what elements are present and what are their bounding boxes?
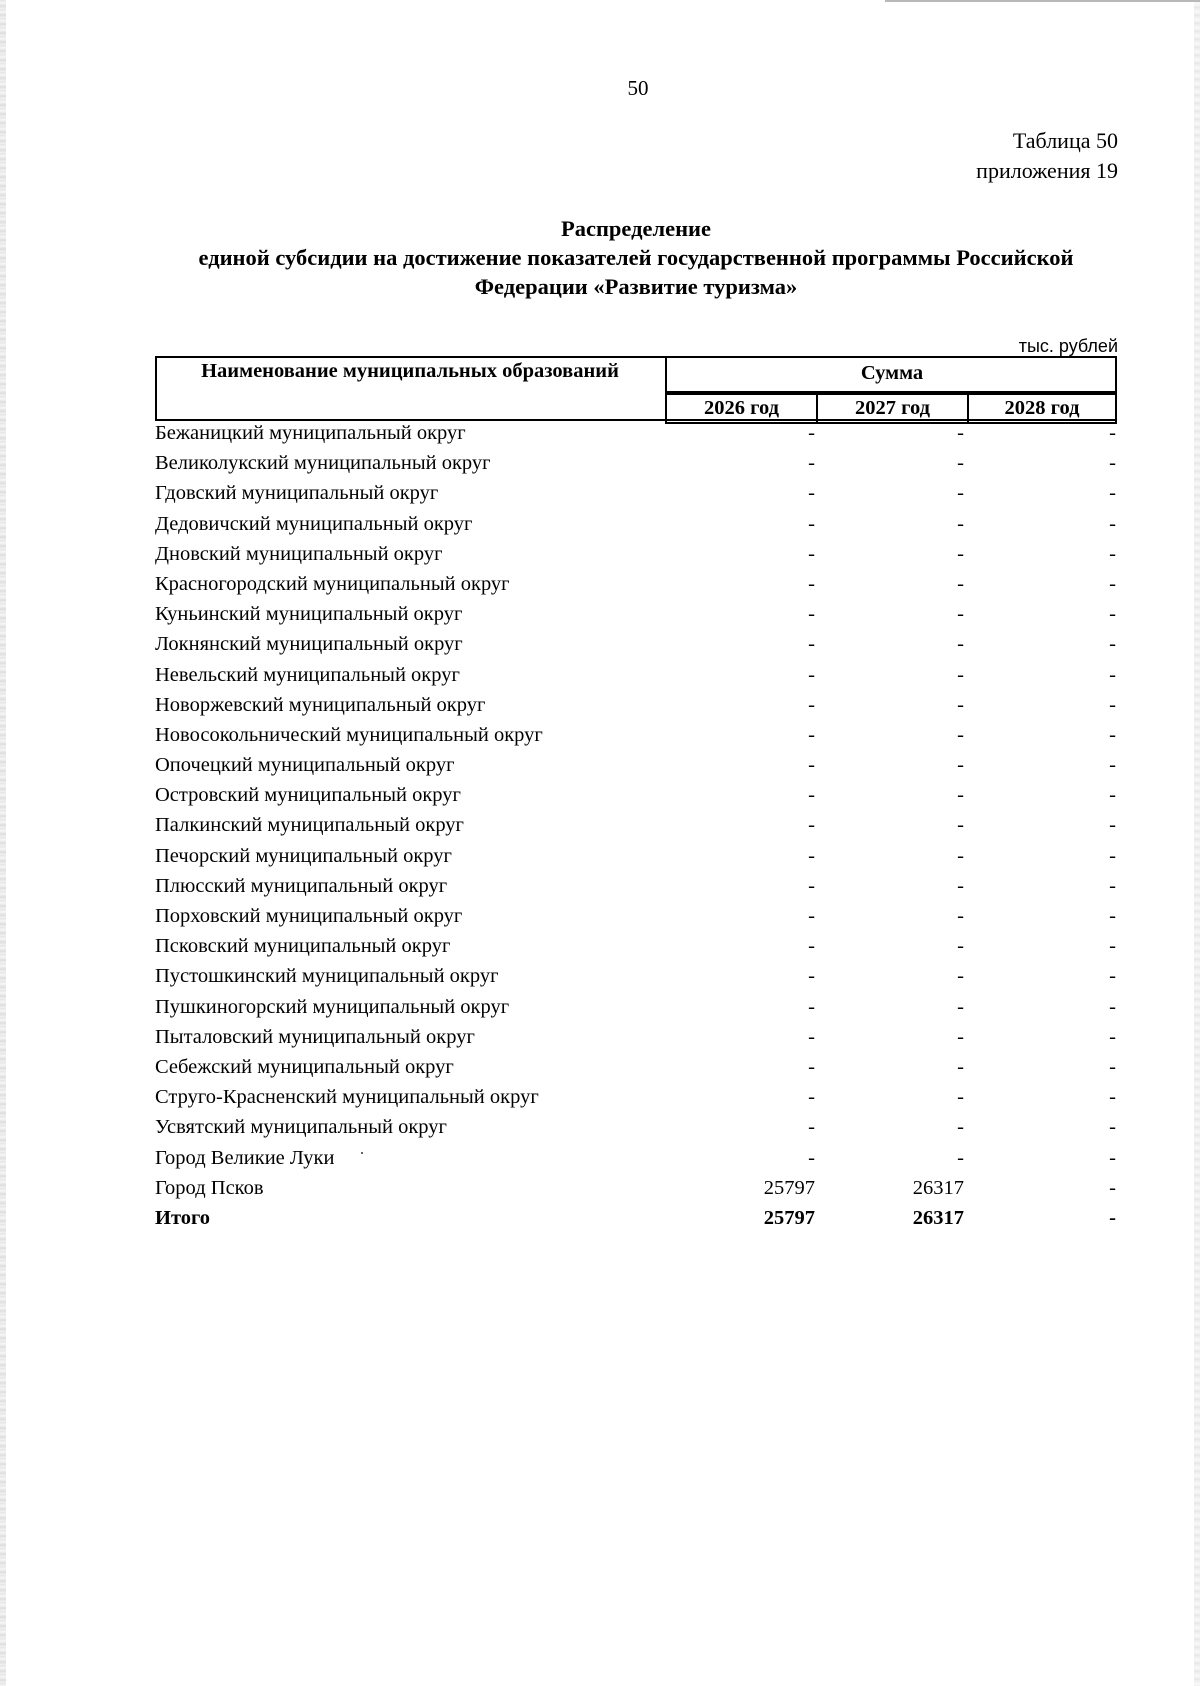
header-year-2026: 2026 год	[665, 393, 818, 424]
table-row	[0, 843, 1200, 873]
table-total-row	[0, 1205, 1200, 1235]
value-2026: -	[808, 905, 815, 927]
value-2026: -	[808, 452, 815, 475]
municipality-name: Новосокольнический муниципальный округ	[155, 723, 543, 746]
table-row	[0, 420, 1200, 450]
table-row	[0, 963, 1200, 993]
value-2027: -	[957, 603, 964, 626]
title-line2: единой субсидии на достижение показателей государственной программы Российской	[198, 245, 1074, 270]
value-2028: -	[1109, 1116, 1116, 1139]
table-row	[0, 1145, 1200, 1175]
table-row	[0, 601, 1200, 631]
value-2026: -	[808, 995, 815, 1018]
municipality-name: Опочецкий муниципальный округ	[155, 754, 455, 777]
value-2026: -	[808, 965, 815, 988]
value-2026: -	[808, 1055, 815, 1078]
total-label: Итого	[155, 1206, 211, 1229]
value-2028: -	[1109, 1176, 1116, 1199]
table-row	[0, 1024, 1200, 1054]
municipality-name: Плюсский муниципальный округ	[155, 874, 448, 897]
municipality-name: Островский муниципальный округ	[155, 784, 461, 807]
value-2028: -	[1109, 693, 1116, 716]
scan-speck	[361, 1152, 363, 1154]
table-row	[0, 1054, 1200, 1084]
table-row	[0, 480, 1200, 510]
value-2026: -	[808, 422, 815, 444]
municipality-name: Дедовичский муниципальный округ	[155, 512, 473, 535]
value-2028: -	[1109, 995, 1116, 1018]
table-row	[0, 933, 1200, 963]
table-reference-line2: приложения 19	[976, 158, 1118, 183]
value-2026: -	[808, 1116, 815, 1139]
value-2027: -	[957, 452, 964, 475]
value-2027: -	[957, 663, 964, 686]
value-2028: -	[1109, 784, 1116, 807]
value-2027: -	[957, 1025, 964, 1048]
header-municipality-name: Наименование муниципальных образований	[201, 360, 619, 382]
value-2028: -	[1109, 542, 1116, 565]
value-2028: -	[1109, 844, 1116, 867]
municipality-name: Город Псков	[155, 1176, 264, 1199]
value-2028: -	[1109, 422, 1116, 444]
value-2026: -	[808, 482, 815, 505]
value-2028: -	[1109, 814, 1116, 837]
value-2026: -	[808, 754, 815, 777]
value-2028: -	[1109, 1146, 1116, 1169]
municipality-name: Красногородский муниципальный округ	[155, 572, 510, 595]
value-2026: -	[808, 1025, 815, 1048]
value-2028: -	[1109, 905, 1116, 927]
municipality-name: Великолукский муниципальный округ	[155, 452, 491, 475]
units-label: тыс. рублей	[1018, 336, 1118, 356]
value-2028: -	[1109, 572, 1116, 595]
value-2028: -	[1109, 1055, 1116, 1078]
value-2027: -	[957, 844, 964, 867]
title-line1: Распределение	[560, 216, 712, 241]
value-2026: -	[808, 784, 815, 807]
table-row	[0, 752, 1200, 782]
table-row	[0, 1114, 1200, 1144]
municipality-name: Порховский муниципальный округ	[155, 905, 463, 927]
municipality-name: Пушкиногорский муниципальный округ	[155, 995, 510, 1018]
value-2028: -	[1109, 1025, 1116, 1048]
table-row	[0, 571, 1200, 601]
value-2027: 26317	[912, 1176, 964, 1199]
value-2026: -	[808, 1146, 815, 1169]
table-row	[0, 511, 1200, 541]
table-row	[0, 450, 1200, 480]
value-2028: -	[1109, 512, 1116, 535]
value-2028: -	[1109, 1206, 1116, 1229]
value-2027: -	[957, 723, 964, 746]
value-2027: -	[957, 482, 964, 505]
value-2027: -	[957, 1086, 964, 1109]
value-2026: -	[808, 633, 815, 656]
table-row	[0, 692, 1200, 722]
municipality-name: Усвятский муниципальный округ	[155, 1116, 447, 1139]
municipality-name: Струго-Красненский муниципальный округ	[155, 1086, 539, 1109]
value-2027: -	[957, 1146, 964, 1169]
table-row	[0, 812, 1200, 842]
value-2028: -	[1109, 1086, 1116, 1109]
value-2028: -	[1109, 482, 1116, 505]
municipality-name: Гдовский муниципальный округ	[155, 482, 439, 505]
table-row	[0, 1175, 1200, 1205]
value-2026: -	[808, 1086, 815, 1109]
value-2027: -	[957, 995, 964, 1018]
value-2028: -	[1109, 935, 1116, 958]
title-line3: Федерации «Развитие туризма»	[474, 274, 798, 299]
municipality-name: Город Великие Луки	[155, 1146, 335, 1169]
value-2027: -	[957, 422, 964, 444]
table-row	[0, 994, 1200, 1024]
value-2027: -	[957, 814, 964, 837]
value-2027: -	[957, 1116, 964, 1139]
value-2028: -	[1109, 633, 1116, 656]
value-2027: -	[957, 754, 964, 777]
value-2028: -	[1109, 965, 1116, 988]
value-2028: -	[1109, 723, 1116, 746]
municipality-name: Себежский муниципальный округ	[155, 1055, 454, 1078]
value-2026: -	[808, 723, 815, 746]
municipality-name: Локнянский муниципальный округ	[155, 633, 463, 656]
table-row	[0, 722, 1200, 752]
value-2026: -	[808, 844, 815, 867]
value-2027: -	[957, 512, 964, 535]
value-2027: -	[957, 693, 964, 716]
table-row	[0, 873, 1200, 903]
page-number: 50	[627, 76, 649, 100]
table-row	[0, 631, 1200, 661]
municipality-name: Дновский муниципальный округ	[155, 542, 443, 565]
municipality-name: Куньинский муниципальный округ	[155, 603, 463, 626]
municipality-name: Пыталовский муниципальный округ	[155, 1025, 475, 1048]
header-sum: Сумма	[860, 362, 924, 384]
scan-top-line	[885, 0, 1200, 2]
header-year-2028: 2028 год	[967, 393, 1117, 424]
value-2026: -	[808, 603, 815, 626]
municipality-name: Псковский муниципальный округ	[155, 935, 451, 958]
value-2026: -	[808, 572, 815, 595]
municipality-name: Палкинский муниципальный округ	[155, 814, 464, 837]
value-2027: -	[957, 572, 964, 595]
value-2028: -	[1109, 874, 1116, 897]
value-2028: -	[1109, 663, 1116, 686]
municipality-name: Пустошкинский муниципальный округ	[155, 965, 499, 988]
value-2026: -	[808, 814, 815, 837]
table-row	[0, 1084, 1200, 1114]
value-2028: -	[1109, 754, 1116, 777]
value-2027: -	[957, 935, 964, 958]
value-2027: -	[957, 784, 964, 807]
value-2026: -	[808, 512, 815, 535]
value-2027: -	[957, 874, 964, 897]
municipality-name: Бежаницкий муниципальный округ	[155, 422, 466, 444]
value-2026: -	[808, 935, 815, 958]
municipality-name: Новоржевский муниципальный округ	[155, 693, 486, 716]
value-2026: -	[808, 542, 815, 565]
table-reference-line1: Таблица 50	[1012, 128, 1118, 153]
table-row	[0, 903, 1200, 933]
table-reference	[976, 126, 1118, 186]
value-2027: -	[957, 542, 964, 565]
municipality-name: Печорский муниципальный округ	[155, 844, 452, 867]
value-2027: -	[957, 905, 964, 927]
value-2027: -	[957, 1055, 964, 1078]
table-row	[0, 662, 1200, 692]
value-2026: -	[808, 874, 815, 897]
value-2027: -	[957, 965, 964, 988]
value-2026: -	[808, 693, 815, 716]
value-2027: -	[957, 633, 964, 656]
value-2026: 25797	[763, 1206, 815, 1229]
header-year-2027: 2027 год	[816, 393, 969, 424]
value-2028: -	[1109, 452, 1116, 475]
value-2027: 26317	[912, 1206, 964, 1229]
document-title	[150, 214, 1122, 301]
municipality-name: Невельский муниципальный округ	[155, 663, 460, 686]
value-2028: -	[1109, 603, 1116, 626]
table-row	[0, 782, 1200, 812]
value-2026: -	[808, 663, 815, 686]
table-row	[0, 541, 1200, 571]
value-2026: 25797	[763, 1176, 815, 1199]
table-body	[0, 420, 1200, 1235]
